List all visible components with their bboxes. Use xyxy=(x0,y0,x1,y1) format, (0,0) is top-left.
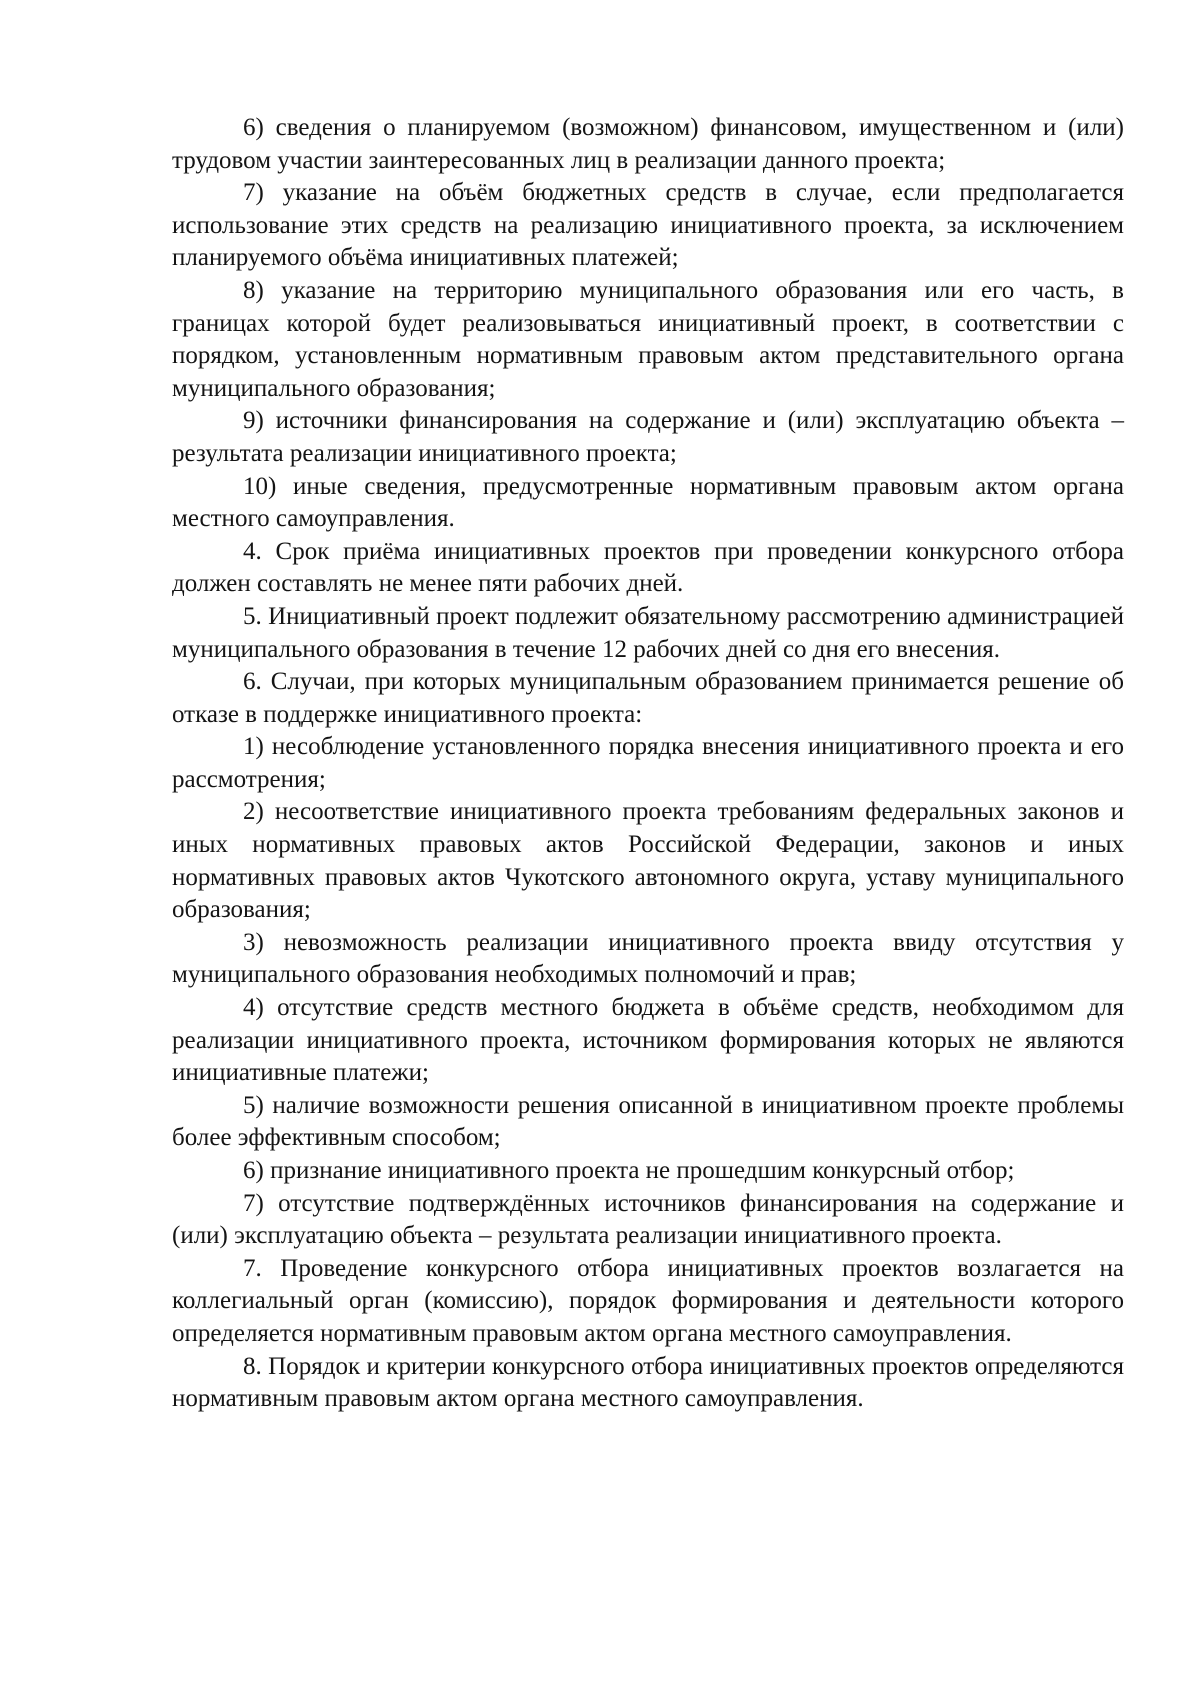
paragraph-section-6-refusal-cases: 6. Случаи, при которых муниципальным образованием принимается решение об отказе в поддержке инициативного проекта: xyxy=(172,668,1124,728)
paragraph-section-4-deadline: 4. Срок приёма инициативных проектов при проведении конкурсного отбора должен составлять не менее пяти рабочих дней. xyxy=(172,537,1124,598)
paragraph-section-5-review: 5. Инициативный проект подлежит обязательному рассмотрению администрацией муниципального образования в течение 12 рабочих дней со дня его внесения. xyxy=(172,602,1124,663)
paragraph-refusal-4: 4) отсутствие средств местного бюджета в объёме средств, необходимом для реализации инициативного проекта, источником формирования которых не являются инициативные платежи; xyxy=(172,994,1124,1087)
paragraph-refusal-5: 5) наличие возможности решения описанной в инициативном проекте проблемы более эффективным способом; xyxy=(172,1091,1124,1152)
paragraph-refusal-1: 1) несоблюдение установленного порядка внесения инициативного проекта и его рассмотрения; xyxy=(172,733,1124,793)
paragraph-refusal-7: 7) отсутствие подтверждённых источников финансирования на содержание и (или) эксплуатацию объекта – результата реализации инициативного проекта. xyxy=(172,1189,1124,1250)
paragraph-section-7-commission: 7. Проведение конкурсного отбора инициативных проектов возлагается на коллегиальный орган (комиссию), порядок формирования и деятельности которого определяется нормативным правовым актом органа местного самоуправления. xyxy=(172,1254,1124,1347)
paragraph-item-6-info-participation: 6) сведения о планируемом (возможном) финансовом, имущественном и (или) трудовом участии заинтересованных лиц в реализации данного проекта; xyxy=(172,114,1124,174)
paragraph-refusal-2: 2) несоответствие инициативного проекта требованиям федеральных законов и иных нормативных правовых актов Российской Федерации, законов и иных нормативных правовых актов Чукотского автономного округа, уставу муниципального образования; xyxy=(172,798,1124,924)
paragraph-section-8-criteria: 8. Порядок и критерии конкурсного отбора инициативных проектов определяются нормативным правовым актом органа местного самоуправления. xyxy=(172,1352,1124,1413)
paragraph-refusal-3: 3) невозможность реализации инициативного проекта ввиду отсутствия у муниципального образования необходимых полномочий и прав; xyxy=(172,928,1124,989)
paragraph-item-8-territory: 8) указание на территорию муниципального образования или его часть, в границах которой будет реализовываться инициативный проект, в соответствии с порядком, установленным нормативным правовым актом представительного органа муниципального образования; xyxy=(172,276,1124,402)
paragraph-refusal-6: 6) признание инициативного проекта не прошедшим конкурсный отбор; xyxy=(243,1157,1015,1184)
paragraph-item-9-funding-sources: 9) источники финансирования на содержание и (или) эксплуатацию объекта – результата реализации инициативного проекта; xyxy=(172,407,1124,467)
paragraph-item-10-other-info: 10) иные сведения, предусмотренные нормативным правовым актом органа местного самоуправления. xyxy=(172,472,1124,533)
paragraph-item-7-budget-funds: 7) указание на объём бюджетных средств в случае, если предполагается использование этих средств на реализацию инициативного проекта, за исключением планируемого объёма инициативных платежей; xyxy=(172,179,1124,272)
document-page xyxy=(172,112,1124,1416)
